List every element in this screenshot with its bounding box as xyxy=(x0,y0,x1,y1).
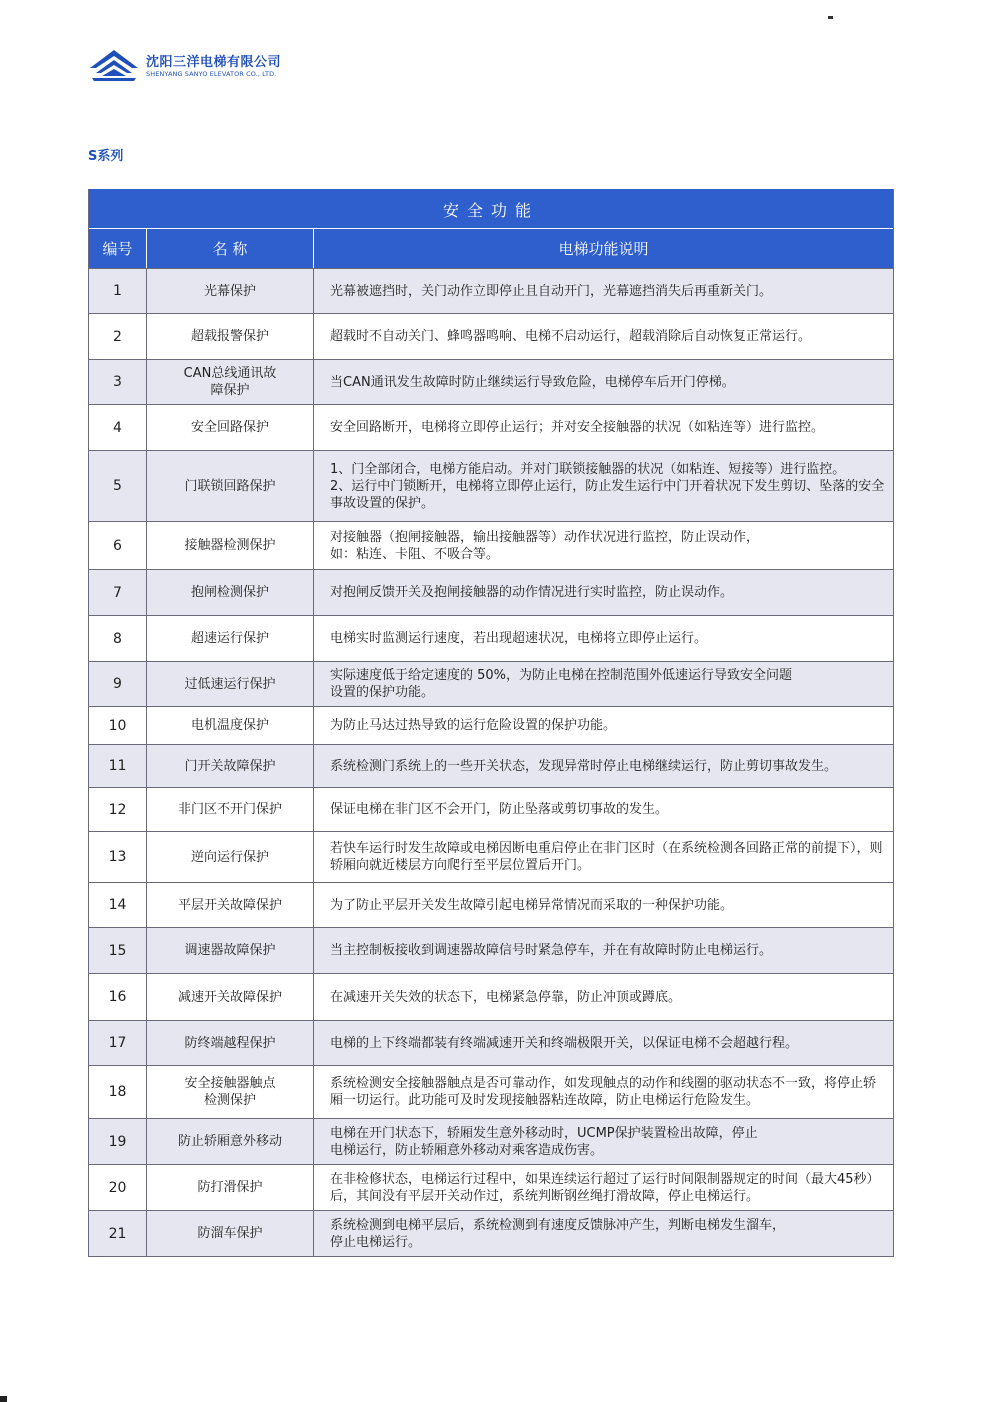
row-function-description: 在减速开关失效的状态下，电梯紧急停靠，防止冲顶或蹲底。 xyxy=(330,989,682,1005)
company-name-cn: 沈阳三洋电梯有限公司 xyxy=(146,55,282,70)
row-function-name: 光幕保护 xyxy=(147,269,314,313)
row-number: 13 xyxy=(89,832,147,882)
row-function-description: 若快车运行时发生故障或电梯因断电重启停止在非门区时（在系统检测各回路正常的前提下），则轿厢向就近楼层方向爬行至平层位置后开门。 xyxy=(330,841,883,873)
row-function-description: 光幕被遮挡时，关门动作立即停止且自动开门，光幕遮挡消失后再重新关门。 xyxy=(330,283,773,299)
table-row xyxy=(89,1118,893,1164)
row-function-name: 减速开关故障保护 xyxy=(147,974,314,1020)
table-row xyxy=(89,973,893,1020)
row-number: 1 xyxy=(89,269,147,313)
table-row xyxy=(89,615,893,661)
row-function-name: 超载报警保护 xyxy=(147,314,314,359)
row-function-name: 防止轿厢意外移动 xyxy=(147,1119,314,1164)
row-number: 17 xyxy=(89,1021,147,1065)
row-function-description: 当CAN通讯发生故障时防止继续运行导致危险，电梯停车后开门停梯。 xyxy=(330,374,735,390)
table-body xyxy=(89,268,893,1256)
scan-speck xyxy=(828,16,833,19)
row-function-description: 超载时不自动关门、蜂鸣器鸣响、电梯不启动运行，超载消除后自动恢复正常运行。 xyxy=(330,329,812,344)
row-function-name: 电机温度保护 xyxy=(147,707,314,744)
table-row xyxy=(89,521,893,569)
row-number: 21 xyxy=(89,1211,147,1256)
row-function-name: 逆向运行保护 xyxy=(147,832,314,882)
table-row xyxy=(89,831,893,882)
row-number: 6 xyxy=(89,522,147,569)
table-header-row xyxy=(89,228,893,268)
row-function-description: 实际速度低于给定速度的 50%，为防止电梯在控制范围外低速运行导致安全问题 设置的保护功能。 xyxy=(330,668,793,700)
row-function-name: 接触器检测保护 xyxy=(147,522,314,569)
row-function-description: 当主控制板接收到调速器故障信号时紧急停车，并在有故障时防止电梯运行。 xyxy=(330,943,773,958)
company-logo-icon xyxy=(88,46,144,82)
row-function-name: 非门区不开门保护 xyxy=(147,788,314,831)
row-function-description: 保证电梯在非门区不会开门，防止坠落或剪切事故的发生。 xyxy=(330,802,669,817)
row-number: 8 xyxy=(89,616,147,661)
row-function-description: 系统检测到电梯平层后，系统检测到有速度反馈脉冲产生，判断电梯发生溜车， 停止电梯运行。 xyxy=(330,1217,786,1250)
row-number: 12 xyxy=(89,788,147,831)
row-function-description: 对接触器（抱闸接触器，输出接触器等）动作状况进行监控，防止误动作， 如：粘连、卡阻、不吸合等。 xyxy=(330,529,760,562)
table-row xyxy=(89,268,893,313)
table-row xyxy=(89,1164,893,1210)
row-number: 3 xyxy=(89,360,147,404)
row-function-name: 门开关故障保护 xyxy=(147,745,314,787)
row-number: 7 xyxy=(89,570,147,615)
table-row xyxy=(89,404,893,450)
table-row xyxy=(89,787,893,831)
row-function-description: 为防止马达过热导致的运行危险设置的保护功能。 xyxy=(330,718,617,733)
table-row xyxy=(89,927,893,973)
safety-function-table xyxy=(88,189,894,1257)
row-function-name: 安全回路保护 xyxy=(147,405,314,450)
row-function-description: 为了防止平层开关发生故障引起电梯异常情况而采取的一种保护功能。 xyxy=(330,897,734,913)
row-number: 19 xyxy=(89,1119,147,1164)
scan-mark xyxy=(0,1396,7,1402)
header-number: 编号 xyxy=(89,229,147,268)
row-number: 5 xyxy=(89,451,147,521)
table-row xyxy=(89,1065,893,1118)
row-function-name: 调速器故障保护 xyxy=(147,928,314,973)
row-function-description: 系统检测门系统上的一些开关状态，发现异常时停止电梯继续运行，防止剪切事故发生。 xyxy=(330,758,838,774)
row-number: 11 xyxy=(89,745,147,787)
row-function-description: 电梯实时监测运行速度，若出现超速状况，电梯将立即停止运行。 xyxy=(330,631,708,646)
row-function-name: 防溜车保护 xyxy=(147,1211,314,1256)
row-function-name: 门联锁回路保护 xyxy=(147,451,314,521)
row-function-description: 1、门全部闭合，电梯方能启动。并对门联锁接触器的状况（如粘连、短接等）进行监控。 2、运行中门锁断开，电梯将立即停止运行，防止发生运行中门开着状况下发生剪切、坠落的安全事故设置的保护。 xyxy=(330,461,885,511)
row-function-description: 在非检修状态，电梯运行过程中，如果连续运行超过了运行时间限制器规定的时间（最大45秒）后，其间没有平层开关动作过，系统判断钢丝绳打滑故障，停止电梯运行。 xyxy=(330,1171,880,1204)
row-function-description: 电梯在开门状态下，轿厢发生意外移动时，UCMP保护装置检出故障，停止 电梯运行，防止轿厢意外移动对乘客造成伤害。 xyxy=(330,1125,758,1158)
header-description: 电梯功能说明 xyxy=(558,240,649,258)
row-function-name: CAN总线通讯故 障保护 xyxy=(147,360,314,404)
row-function-description: 系统检测安全接触器触点是否可靠动作，如发现触点的动作和线圈的驱动状态不一致，将停止轿厢一切运行。此功能可及时发现接触器粘连故障，防止电梯运行危险发生。 xyxy=(330,1076,877,1108)
row-function-description: 电梯的上下终端都装有终端减速开关和终端极限开关，以保证电梯不会超越行程。 xyxy=(330,1035,799,1051)
row-number: 20 xyxy=(89,1165,147,1210)
row-function-name: 抱闸检测保护 xyxy=(147,570,314,615)
table-row xyxy=(89,1020,893,1065)
row-function-description: 安全回路断开，电梯将立即停止运行；并对安全接触器的状况（如粘连等）进行监控。 xyxy=(330,420,825,435)
row-number: 2 xyxy=(89,314,147,359)
row-number: 9 xyxy=(89,662,147,706)
row-number: 14 xyxy=(89,883,147,927)
header-name: 名 称 xyxy=(147,229,314,268)
company-logo xyxy=(88,46,318,86)
table-row xyxy=(89,661,893,706)
table-title: 安全功能 xyxy=(89,189,893,228)
row-number: 15 xyxy=(89,928,147,973)
series-label: S系列 xyxy=(88,149,124,164)
row-function-name: 超速运行保护 xyxy=(147,616,314,661)
row-function-name: 防打滑保护 xyxy=(147,1165,314,1210)
table-row xyxy=(89,882,893,927)
table-row xyxy=(89,569,893,615)
table-row xyxy=(89,706,893,744)
company-name-en: SHENYANG SANYO ELEVATOR CO., LTD. xyxy=(146,70,277,78)
table-row xyxy=(89,450,893,521)
row-number: 18 xyxy=(89,1066,147,1118)
row-function-name: 过低速运行保护 xyxy=(147,662,314,706)
row-number: 10 xyxy=(89,707,147,744)
row-function-name: 平层开关故障保护 xyxy=(147,883,314,927)
table-row xyxy=(89,313,893,359)
row-number: 4 xyxy=(89,405,147,450)
table-row xyxy=(89,1210,893,1256)
row-number: 16 xyxy=(89,974,147,1020)
row-function-name: 防终端越程保护 xyxy=(147,1021,314,1065)
table-row xyxy=(89,359,893,404)
table-row xyxy=(89,744,893,787)
row-function-description: 对抱闸反馈开关及抱闸接触器的动作情况进行实时监控，防止误动作。 xyxy=(330,585,734,600)
row-function-name: 安全接触器触点 检测保护 xyxy=(147,1066,314,1118)
